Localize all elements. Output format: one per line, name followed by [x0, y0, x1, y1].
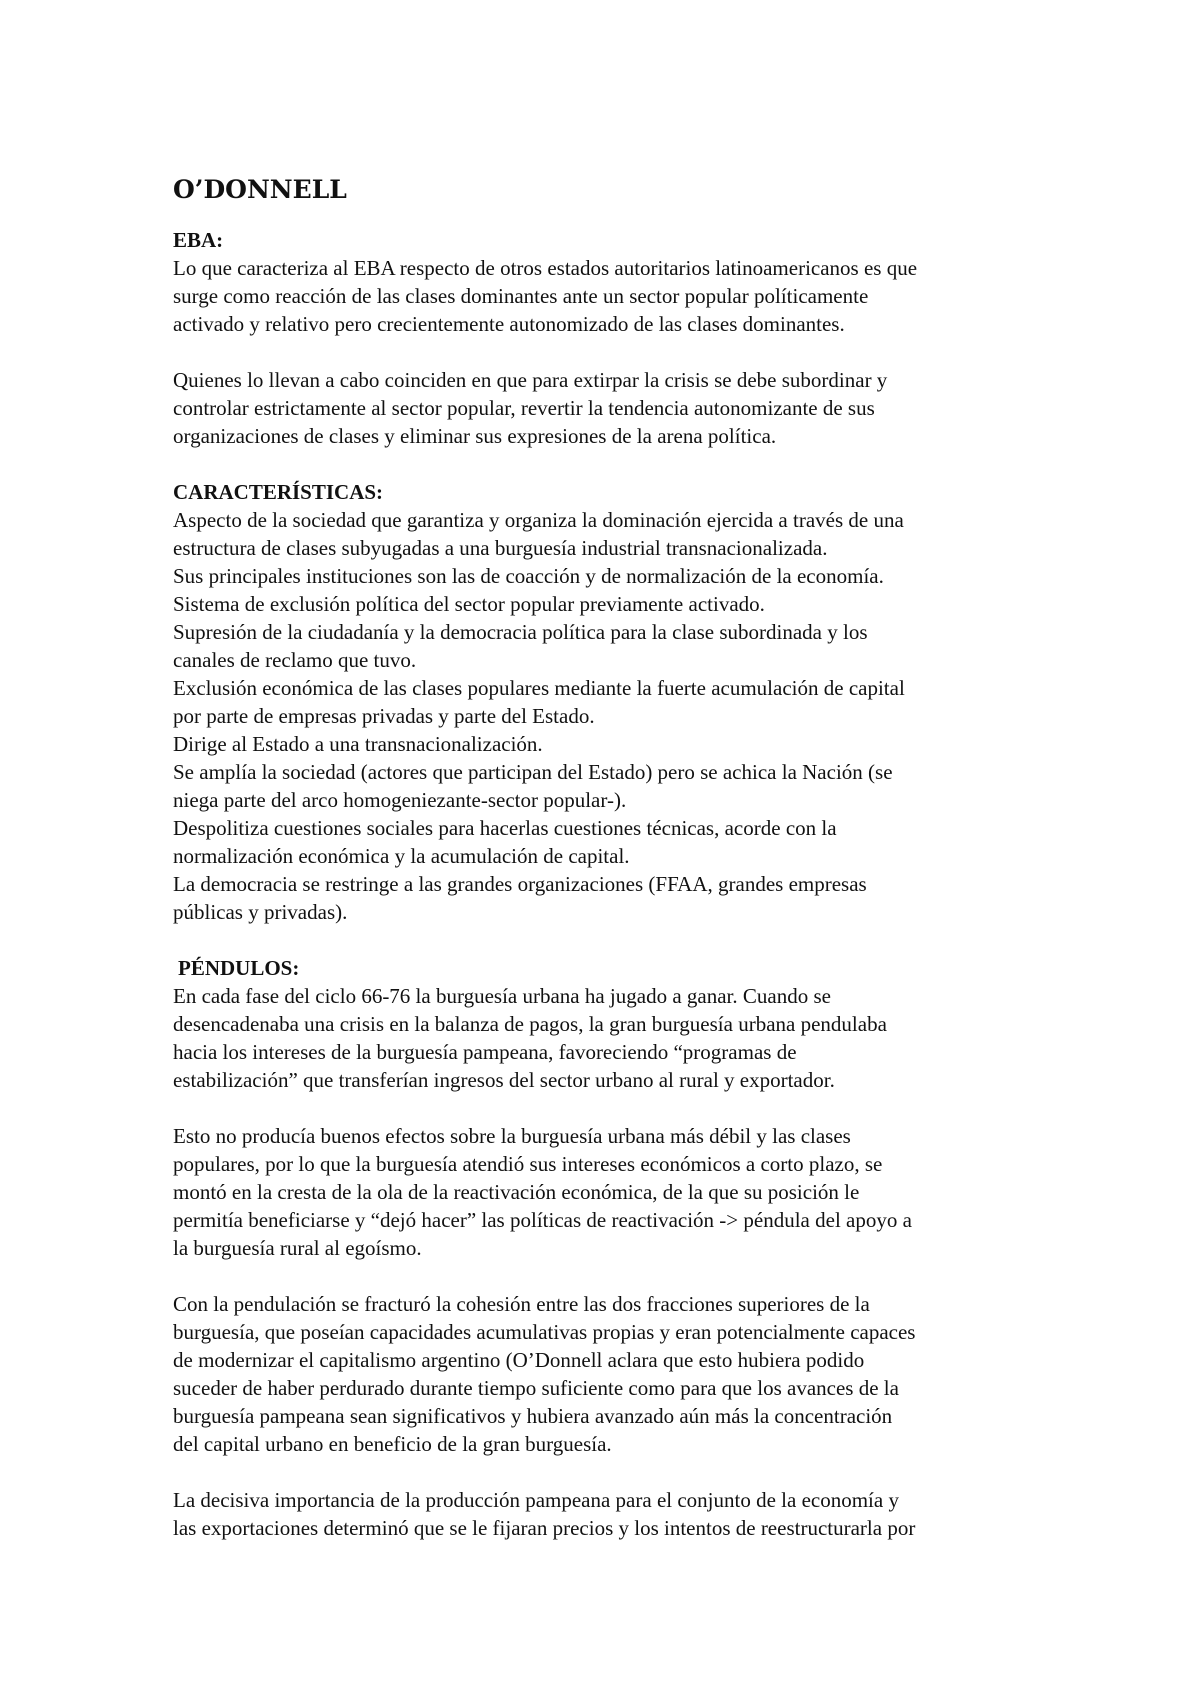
text-line: del capital urbano en beneficio de la gran burguesía. — [173, 1432, 612, 1456]
text-line: surge como reacción de las clases dominantes ante un sector popular políticamente — [173, 284, 869, 308]
text-line: permitía beneficiarse y “dejó hacer” las políticas de reactivación -> péndula del apoyo a — [173, 1208, 912, 1232]
section-heading-caracteristicas: CARACTERÍSTICAS: — [173, 480, 384, 504]
text-line: Lo que caracteriza al EBA respecto de otros estados autoritarios latinoamericanos es que — [173, 256, 918, 280]
text-line: populares, por lo que la burguesía atendió sus intereses económicos a corto plazo, se — [173, 1152, 883, 1176]
text-line: activado y relativo pero crecientemente autonomizado de las clases dominantes. — [173, 312, 845, 336]
document-title: O’DONNELL — [173, 175, 347, 204]
paragraph-eba-2 — [173, 366, 1053, 450]
text-line: desencadenaba una crisis en la balanza de pagos, la gran burguesía urbana pendulaba — [173, 1012, 887, 1036]
text-line: canales de reclamo que tuvo. — [173, 648, 417, 672]
document-page — [173, 172, 1053, 1542]
text-line: la burguesía rural al egoísmo. — [173, 1236, 422, 1260]
section-heading-pendulos: PÉNDULOS: — [178, 956, 300, 980]
text-line: por parte de empresas privadas y parte del Estado. — [173, 704, 595, 728]
section-caracteristicas — [173, 478, 1053, 926]
text-line: públicas y privadas). — [173, 900, 348, 924]
text-line: burguesía, que poseían capacidades acumulativas propias y eran potencialmente capaces — [173, 1320, 916, 1344]
text-line: Quienes lo llevan a cabo coinciden en que para extirpar la crisis se debe subordinar y — [173, 368, 888, 392]
paragraph-pendulos-2 — [173, 1122, 1053, 1262]
text-line: En cada fase del ciclo 66-76 la burguesía urbana ha jugado a ganar. Cuando se — [173, 984, 831, 1008]
text-line: de modernizar el capitalismo argentino (O’Donnell aclara que esto hubiera podido — [173, 1348, 865, 1372]
text-line: Con la pendulación se fracturó la cohesión entre las dos fracciones superiores de la — [173, 1292, 870, 1316]
text-line: estructura de clases subyugadas a una burguesía industrial transnacionalizada. — [173, 536, 828, 560]
text-line: La democracia se restringe a las grandes organizaciones (FFAA, grandes empresas — [173, 872, 867, 896]
paragraph-eba-1 — [173, 254, 1053, 338]
text-line: organizaciones de clases y eliminar sus expresiones de la arena política. — [173, 424, 777, 448]
paragraph-caracteristicas — [173, 506, 1053, 926]
section-pendulos — [173, 954, 1053, 1542]
text-line: Esto no producía buenos efectos sobre la burguesía urbana más débil y las clases — [173, 1124, 851, 1148]
text-line: hacia los intereses de la burguesía pampeana, favoreciendo “programas de — [173, 1040, 797, 1064]
text-line: controlar estrictamente al sector popular, revertir la tendencia autonomizante de sus — [173, 396, 875, 420]
section-heading-eba: EBA: — [173, 228, 224, 252]
text-line: Supresión de la ciudadanía y la democracia política para la clase subordinada y los — [173, 620, 868, 644]
text-line: Exclusión económica de las clases populares mediante la fuerte acumulación de capital — [173, 676, 905, 700]
text-line: burguesía pampeana sean significativos y hubiera avanzado aún más la concentración — [173, 1404, 893, 1428]
text-line: montó en la cresta de la ola de la reactivación económica, de la que su posición le — [173, 1180, 860, 1204]
text-line: Se amplía la sociedad (actores que participan del Estado) pero se achica la Nación (se — [173, 760, 893, 784]
text-line: La decisiva importancia de la producción pampeana para el conjunto de la economía y — [173, 1488, 899, 1512]
text-line: Sistema de exclusión política del sector popular previamente activado. — [173, 592, 765, 616]
text-line: Despolitiza cuestiones sociales para hacerlas cuestiones técnicas, acorde con la — [173, 816, 837, 840]
text-line: estabilización” que transferían ingresos del sector urbano al rural y exportador. — [173, 1068, 835, 1092]
text-line: Dirige al Estado a una transnacionalización. — [173, 732, 543, 756]
paragraph-pendulos-1 — [173, 982, 1053, 1094]
text-line: las exportaciones determinó que se le fijaran precios y los intentos de reestructurarla por — [173, 1516, 916, 1540]
paragraph-pendulos-4 — [173, 1486, 1053, 1542]
text-line: Sus principales instituciones son las de coacción y de normalización de la economía. — [173, 564, 884, 588]
text-line: suceder de haber perdurado durante tiempo suficiente como para que los avances de la — [173, 1376, 899, 1400]
paragraph-pendulos-3 — [173, 1290, 1053, 1458]
text-line: normalización económica y la acumulación de capital. — [173, 844, 630, 868]
text-line: Aspecto de la sociedad que garantiza y organiza la dominación ejercida a través de una — [173, 508, 904, 532]
text-line: niega parte del arco homogeniezante-sector popular-). — [173, 788, 627, 812]
section-eba — [173, 226, 1053, 450]
